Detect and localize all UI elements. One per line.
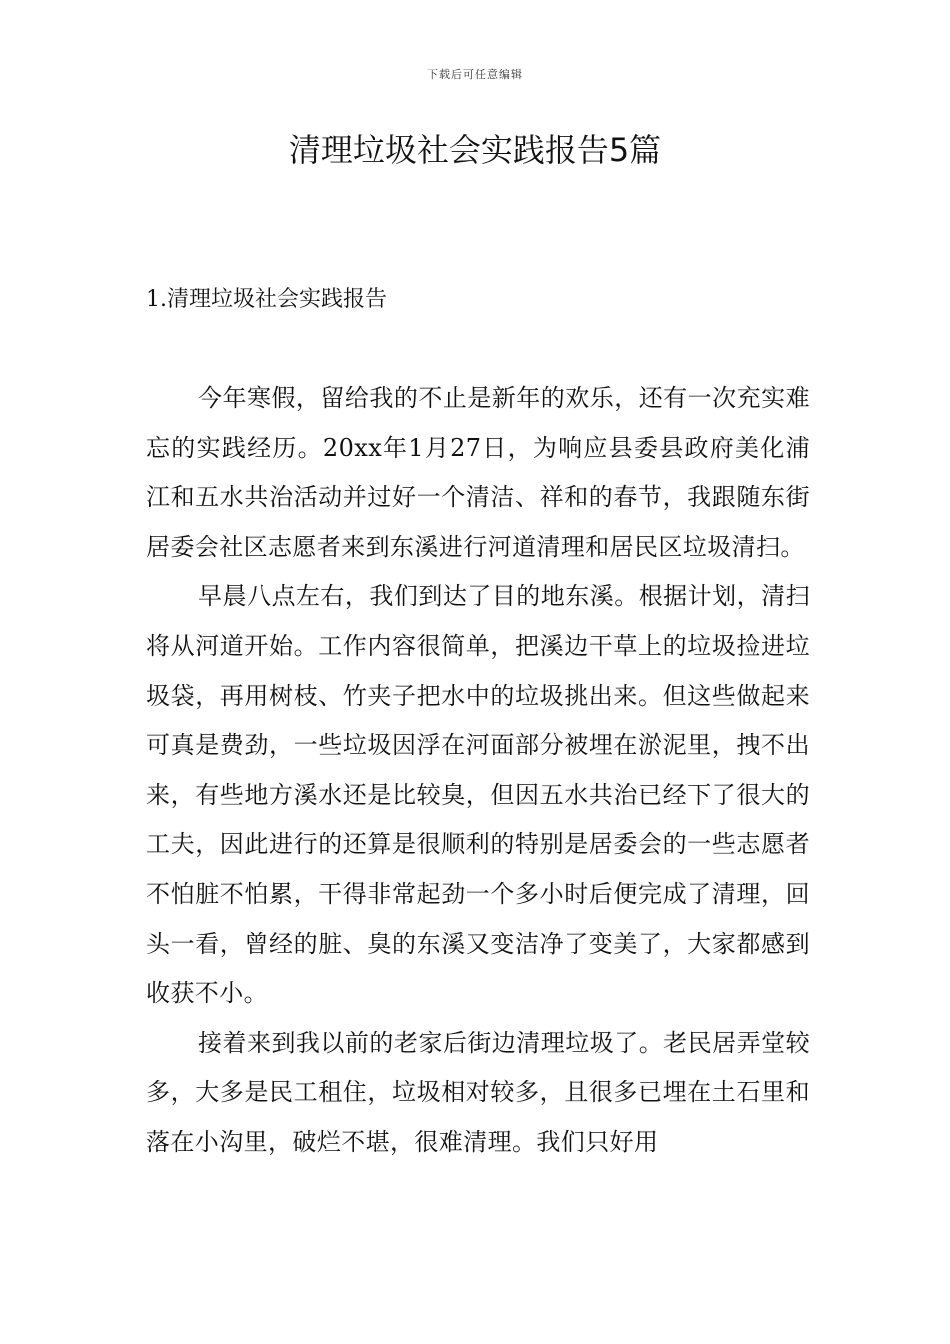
document-title: 清理垃圾社会实践报告5篇	[288, 131, 662, 169]
document-body	[146, 374, 810, 1168]
paragraph: 早晨八点左右，我们到达了目的地东溪。根据计划，清扫将从河道开始。工作内容很简单，把溪边干草上的垃圾捡进垃圾袋，再用树枝、竹夹子把水中的垃圾挑出来。但这些做起来可真是费劲，一些垃圾因浮在河面部分被埋在淤泥里，拽不出来，有些地方溪水还是比较臭，但因五水共治已经下了很大的工夫，因此进行的还算是很顺利的特别是居委会的一些志愿者不怕脏不怕累，干得非常起劲一个多小时后便完成了清理，回头一看，曾经的脏、臭的东溪又变洁净了变美了，大家都感到收获不小。	[146, 582, 810, 1008]
header-note: 下载后可任意编辑	[427, 68, 523, 81]
paragraph: 接着来到我以前的老家后街边清理垃圾了。老民居弄堂较多，大多是民工租住，垃圾相对较多，且很多已埋在土石里和落在小沟里，破烂不堪，很难清理。我们只好用	[146, 1028, 810, 1156]
section-heading: 1.清理垃圾社会实践报告	[146, 287, 387, 312]
paragraph: 今年寒假，留给我的不止是新年的欢乐，还有一次充实难忘的实践经历。20xx年1月27日，为响应县委县政府美化浦江和五水共治活动并过好一个清洁、祥和的春节，我跟随东街居委会社区志愿者来到东溪进行河道清理和居民区垃圾清扫。	[146, 384, 810, 561]
